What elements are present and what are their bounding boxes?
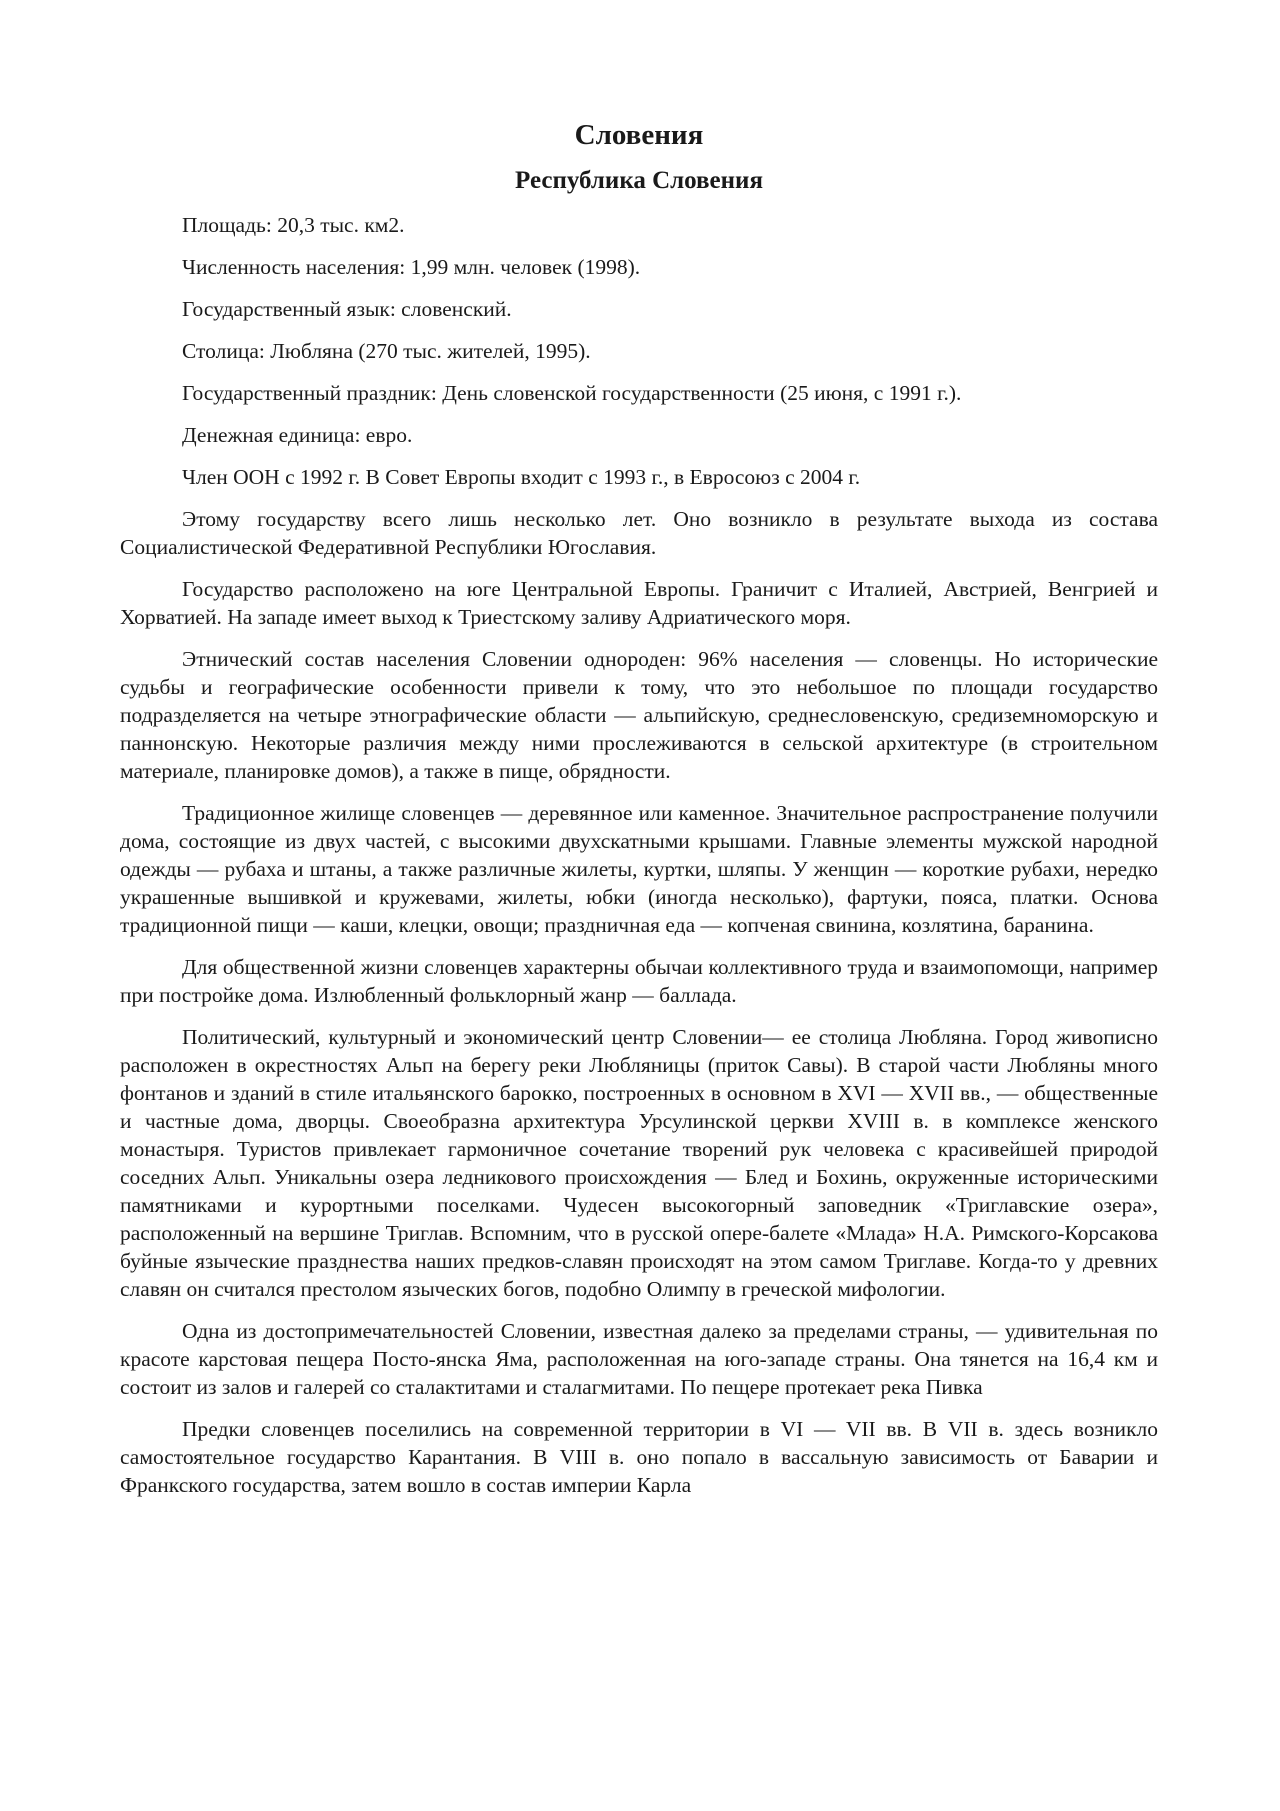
fact-population: Численность населения: 1,99 млн. человек (1998). [182,255,641,279]
document-subtitle: Республика Словения [515,167,763,194]
document-page [120,118,1158,1513]
fact-membership: Член ООН с 1992 г. В Совет Европы входит с 1993 г., в Евросоюз с 2004 г. [182,465,861,489]
document-title: Словения [574,119,704,151]
paragraph-traditions: Традиционное жилище словенцев — деревянное или каменное. Значительное распространение получили дома, состоящие из двух частей, с высокими двухскатными крышами. Главные элементы мужской народной одежды — рубаха и штаны, а также различные жилеты, куртки, шляпы. У женщин — короткие рубахи, нередко украшенные вышивкой и кружевами, жилеты, юбки (иногда несколько), фартуки, пояса, платки. Основа традиционной пищи — каши, клецки, овощи; праздничная еда — копченая свинина, козлятина, баранина. [120,801,1158,937]
fact-capital: Столица: Любляна (270 тыс. жителей, 1995). [182,339,591,363]
fact-area: Площадь: 20,3 тыс. км2. [182,213,405,237]
fact-holiday: Государственный праздник: День словенской государственности (25 июня, с 1991 г.). [182,381,962,405]
fact-currency: Денежная единица: евро. [182,423,413,447]
fact-language: Государственный язык: словенский. [182,297,512,321]
paragraph-ljubljana: Политический, культурный и экономический центр Словении— ее столица Любляна. Город живописно расположен в окрестностях Альп на берегу реки Любляницы (приток Савы). В старой части Любляны много фонтанов и зданий в стиле итальянского барокко, построенных в основном в XVI — XVII вв., — общественные и частные дома, дворцы. Своеобразна архитектура Урсулинской церкви XVIII в. в комплексе женского монастыря. Туристов привлекает гармоничное сочетание творений рук человека с красивейшей природой соседних Альп. Уникальны озера ледникового происхождения — Блед и Бохинь, окруженные историческими памятниками и курортными поселками. Чудесен высокогорный заповедник «Триглавские озера», расположенный на вершине Триглав. Вспомним, что в русской опере-балете «Млада» Н.А. Римского-Корсакова буйные языческие празднества наших предков-славян происходят на этом самом Триглаве. Когда-то у древних славян он считался престолом языческих богов, подобно Олимпу в греческой мифологии. [120,1025,1158,1301]
paragraph-geography: Государство расположено на юге Центральной Европы. Граничит с Италией, Австрией, Венгрией и Хорватией. На западе имеет выход к Триестскому заливу Адриатического моря. [120,577,1158,629]
paragraph-origin: Этому государству всего лишь несколько лет. Оно возникло в результате выхода из состава Социалистической Федеративной Республики Югославия. [120,507,1158,559]
paragraph-cave: Одна из достопримечательностей Словении, известная далеко за пределами страны, — удивительная по красоте карстовая пещера Посто-янска Яма, расположенная на юго-западе страны. Она тянется на 16,4 км и состоит из залов и галерей со сталактитами и сталагмитами. По пещере протекает река Пивка [120,1319,1158,1399]
paragraph-social-life: Для общественной жизни словенцев характерны обычаи коллективного труда и взаимопомощи, например при постройке дома. Излюбленный фольклорный жанр — баллада. [120,955,1158,1007]
paragraph-history: Предки словенцев поселились на современной территории в VI — VII вв. В VII в. здесь возникло самостоятельное государство Карантания. В VIII в. оно попало в вассальную зависимость от Баварии и Франкского государства, затем вошло в состав империи Карла [120,1417,1158,1497]
paragraph-ethnic: Этнический состав населения Словении однороден: 96% населения — словенцы. Но исторические судьбы и географические особенности привели к тому, что это небольшое по площади государство подразделяется на четыре этнографические области — альпийскую, среднесловенскую, средиземноморскую и паннонскую. Некоторые различия между ними прослеживаются в сельской архитектуре (в строительном материале, планировке домов), а также в пище, обрядности. [120,647,1158,783]
